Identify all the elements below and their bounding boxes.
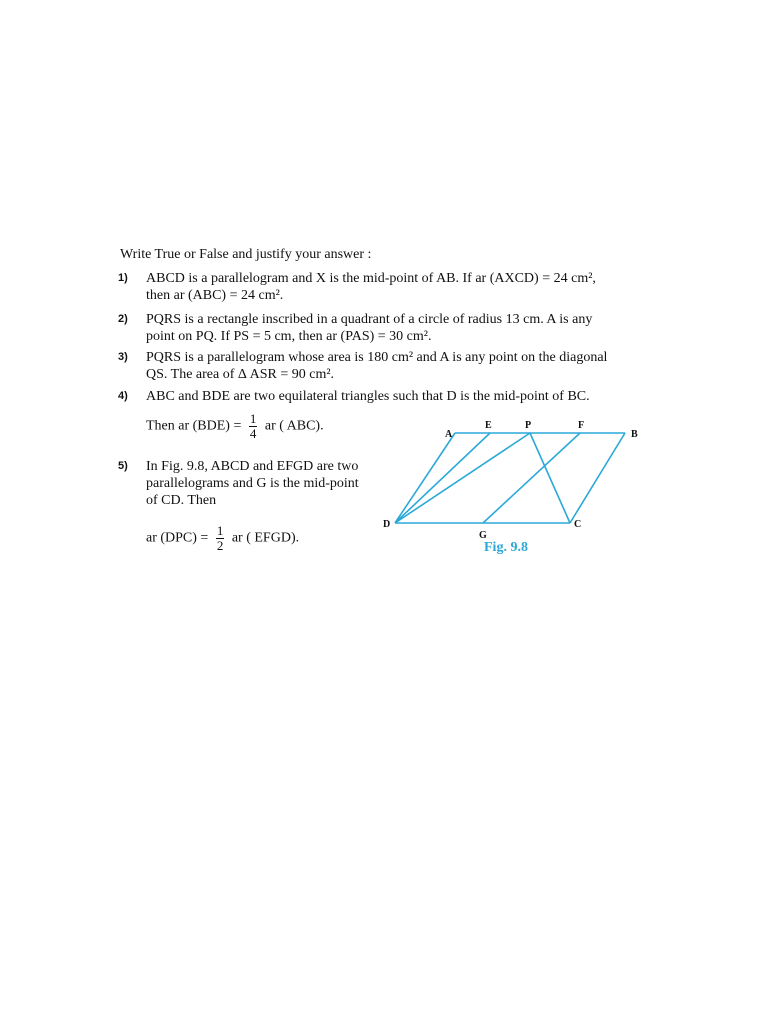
- question-3: [118, 349, 607, 383]
- question-4-equation: [118, 412, 324, 441]
- question-number: 1): [118, 272, 128, 284]
- equation-prefix: Then ar (BDE) =: [146, 418, 242, 434]
- label-D: D: [383, 519, 391, 530]
- fraction: [249, 412, 258, 441]
- equation-suffix: ar ( EFGD).: [231, 530, 300, 546]
- label-P: P: [525, 420, 532, 431]
- question-number: 2): [118, 313, 128, 325]
- question-text: ABCD is a parallelogram and X is the mid-point of AB. If ar (AXCD) = 24 cm²,: [146, 271, 596, 286]
- segment-DP: [395, 433, 530, 523]
- question-number: 3): [118, 351, 128, 363]
- question-2: [118, 311, 592, 345]
- question-text: ABC and BDE are two equilateral triangles such that D is the mid-point of BC.: [146, 389, 590, 404]
- figure-caption: Fig. 9.8: [484, 540, 528, 555]
- instructions: Write True or False and justify your answer :: [120, 247, 372, 262]
- question-text: point on PQ. If PS = 5 cm, then ar (PAS) = 30 cm².: [146, 329, 432, 344]
- fraction-numerator: 1: [249, 411, 257, 426]
- label-E: E: [485, 420, 492, 431]
- question-text: parallelograms and G is the mid-point: [146, 476, 359, 491]
- segment-GF: [483, 433, 580, 523]
- question-text: then ar (ABC) = 24 cm².: [146, 288, 284, 303]
- equation-prefix: ar (DPC) =: [146, 530, 209, 546]
- question-1: [118, 270, 596, 304]
- question-number: 5): [118, 460, 128, 472]
- question-5-equation: [118, 524, 299, 553]
- label-B: B: [631, 429, 638, 440]
- segment-DA: [395, 433, 455, 523]
- label-A: A: [445, 429, 453, 440]
- label-F: F: [578, 420, 585, 431]
- question-4: [118, 388, 590, 405]
- question-text: of CD. Then: [146, 493, 217, 508]
- label-G: G: [479, 530, 487, 541]
- question-text: PQRS is a rectangle inscribed in a quadrant of a circle of radius 13 cm. A is any: [146, 312, 593, 327]
- label-C: C: [574, 519, 582, 530]
- equation-suffix: ar ( ABC).: [264, 418, 324, 434]
- question-text: In Fig. 9.8, ABCD and EFGD are two: [146, 459, 359, 474]
- segment-CP: [530, 433, 570, 523]
- question-5: [118, 458, 359, 509]
- fraction-numerator: 1: [216, 523, 224, 538]
- question-text: PQRS is a parallelogram whose area is 180 cm² and A is any point on the diagonal: [146, 350, 608, 365]
- segment-DE: [395, 433, 490, 523]
- question-number: 4): [118, 390, 128, 402]
- fraction-denominator: 2: [216, 538, 224, 553]
- fraction: [216, 524, 225, 553]
- segment-CB: [570, 433, 625, 523]
- fraction-denominator: 4: [249, 426, 257, 441]
- figure-lines: [395, 433, 625, 523]
- question-text: QS. The area of Δ ASR = 90 cm².: [146, 367, 335, 382]
